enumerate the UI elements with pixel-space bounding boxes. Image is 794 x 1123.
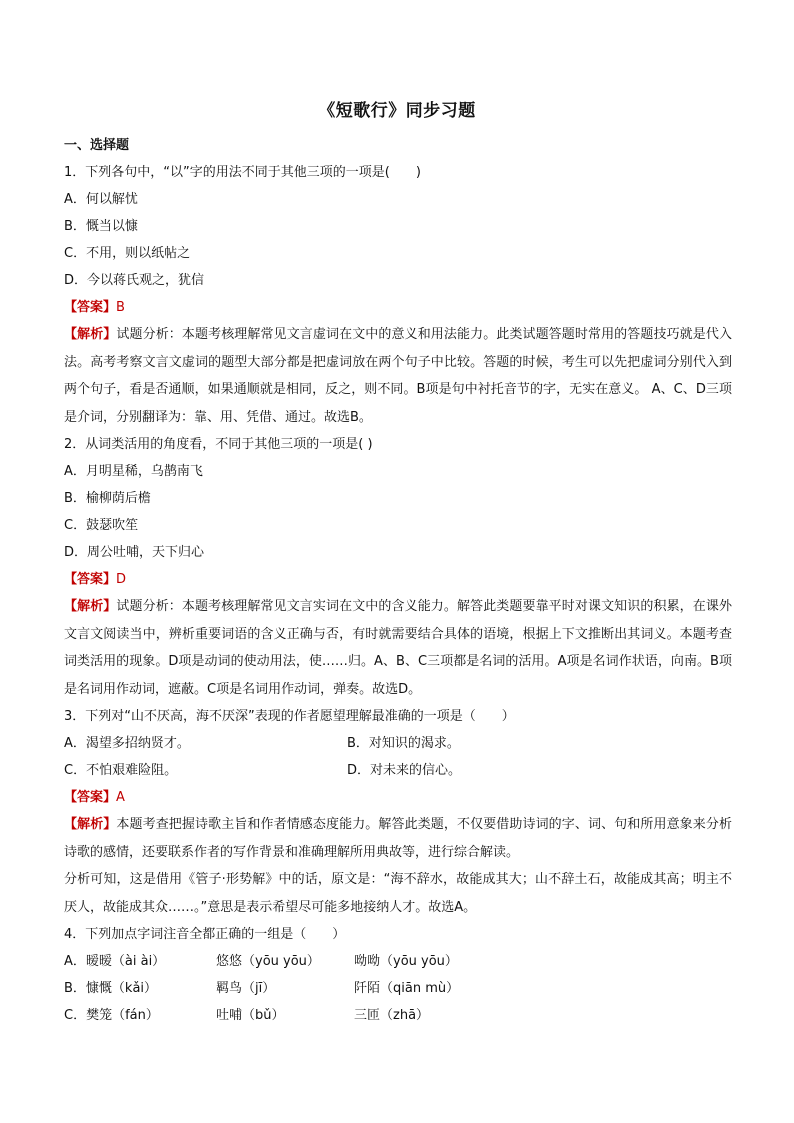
q4-a-item-2: 悠悠（yōu yōu） [216,954,320,969]
page-title: 《短歌行》同步习题 [318,101,476,121]
q2-option-a: A．月明星稀，乌鹊南飞 [64,464,203,479]
q1-option-c: C．不用，则以纸帖之 [64,246,191,261]
document-body [64,132,732,1029]
q1-option-a: A．何以解忧 [64,192,138,207]
question-2-stem: 2．从词类活用的角度看，不同于其他三项的一项是( ) [64,437,373,452]
q2-option-d: D．周公吐哺，天下归心 [64,545,205,560]
q2-option-b: B．榆柳荫后檐 [64,491,151,506]
q3-explanation-analysis: 分析可知，这是借用《管子·形势解》中的话，原文是：“海不辞水，故能成其大；山不辞土石，故能成其高；明主不厌人，故能成其众……。”意思是表示希望尽可能多地接纳人才。故选A。 [64,872,732,915]
q2-answer [64,566,732,593]
explain-label: 【解析】 [64,817,117,832]
q4-option-a [64,948,732,975]
q4-option-b [64,975,732,1002]
q3-options-row-1 [64,730,732,757]
q4-option-c [64,1002,732,1029]
q3-option-c: C．不怕艰难险阻。 [64,763,178,778]
q1-explanation [64,321,732,431]
answer-label: 【答案】 [64,572,117,587]
q4-b-item-2: 羁鸟（jī） [216,981,276,996]
q1-option-b: B．慨当以慷 [64,219,138,234]
section-heading: 一、选择题 [64,138,130,153]
q2-explanation-text: 试题分析：本题考核理解常见文言实词在文中的含义能力。解答此类题要靠平时对课文知识的积累，在课外文言文阅读当中，辨析重要词语的含义正确与否，有时就需要结合具体的语境，根据上下文推断出其词义。本题考查词类活用的现象。D项是动词的使动用法，使……归。A、B、C三项都是名词的活用。A项是名词作状语，向南。B项是名词用作动词，遮蔽。C项是名词用作动词，弹奏。故选D。 [64,599,732,697]
q3-option-a: A．渴望多招纳贤才。 [64,736,190,751]
answer-label: 【答案】 [64,790,117,805]
question-4-stem: 4．下列加点字词注音全都正确的一组是（ ） [64,927,346,942]
q4-b-item-3: 阡陌（qiān mù） [354,981,460,996]
q3-options-row-2 [64,757,732,784]
q4-c-item-1: C．樊笼（fán） [64,1008,159,1023]
question-1-stem: 1．下列各句中，“以”字的用法不同于其他三项的一项是( ) [64,165,421,180]
explain-label: 【解析】 [64,599,117,614]
q3-answer-value: A [116,790,125,805]
q1-option-d: D．今以蒋氏观之，犹信 [64,273,205,288]
q3-explanation-text: 本题考查把握诗歌主旨和作者情感态度能力。解答此类题，不仅要借助诗词的字、词、句和所用意象来分析诗歌的感情，还要联系作者的写作背景和准确理解所用典故等，进行综合解读。 [64,817,732,860]
q1-explanation-text: 试题分析：本题考核理解常见文言虚词在文中的意义和用法能力。此类试题答题时常用的答题技巧就是代入法。高考考察文言文虚词的题型大部分都是把虚词放在两个句子中比较。答题的时候，考生可以先把虚词分别代入到两个句子，看是否通顺，如果通顺就是相同，反之，则不同。B项是句中衬托音节的字，无实在意义。 A、C、D三项是介词，分别翻译为：靠、用、凭借、通过。故选B。 [64,327,732,425]
q3-answer [64,784,732,811]
q2-answer-value: D [116,572,127,587]
q4-a-item-3: 呦呦（yōu yōu） [354,954,458,969]
q3-option-d: D．对未来的信心。 [347,763,462,778]
q2-option-c: C．鼓瑟吹笙 [64,518,139,533]
answer-label: 【答案】 [64,300,117,315]
question-3-stem: 3．下列对“山不厌高，海不厌深”表现的作者愿望理解最准确的一项是（ ） [64,709,515,724]
q3-option-b: B．对知识的渴求。 [347,736,460,751]
q1-answer [64,294,732,321]
q4-c-item-2: 吐哺（bǔ） [216,1008,285,1023]
q1-answer-value: B [116,300,125,315]
q3-explanation [64,811,732,866]
q4-a-item-1: A．暧暧（ài ài） [64,954,166,969]
q4-b-item-1: B．慷慨（kǎi） [64,981,158,996]
explain-label: 【解析】 [64,327,117,342]
q4-c-item-3: 三匝（zhā） [354,1008,430,1023]
q2-explanation [64,593,732,703]
